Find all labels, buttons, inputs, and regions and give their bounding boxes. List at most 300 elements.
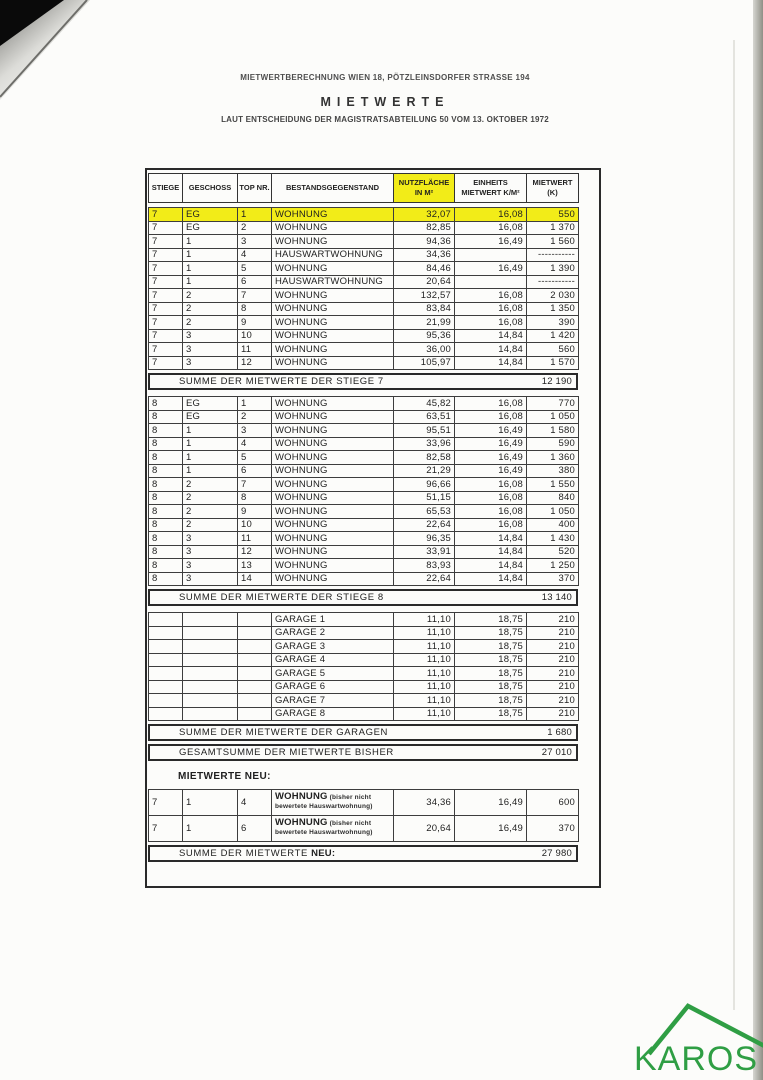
cell-stiege	[149, 653, 183, 667]
table-row	[149, 329, 579, 343]
cell-einheitsmietwert	[455, 248, 527, 262]
table-row	[149, 451, 579, 465]
cell-stiege: 8	[149, 505, 183, 519]
cell-einheitsmietwert: 18,75	[455, 667, 527, 681]
cell-bestand: GARAGE 2	[272, 626, 394, 640]
cell-stiege: 8	[149, 451, 183, 465]
summary-grand-total	[148, 744, 578, 761]
cell-stiege	[149, 707, 183, 721]
cell-stiege: 7	[149, 790, 183, 816]
cell-nutzflaeche: 45,82	[394, 397, 455, 411]
cell-bestand: GARAGE 7	[272, 694, 394, 708]
cell-bestand: WOHNUNG	[272, 289, 394, 303]
cell-top-nr: 3	[238, 424, 272, 438]
cell-einheitsmietwert: 18,75	[455, 626, 527, 640]
cell-geschoss: 2	[183, 518, 238, 532]
cell-geschoss	[183, 626, 238, 640]
cell-geschoss: 3	[183, 329, 238, 343]
cell-geschoss: 1	[183, 451, 238, 465]
cell-bestand: GARAGE 6	[272, 680, 394, 694]
cell-bestand: GARAGE 3	[272, 640, 394, 654]
cell-einheitsmietwert: 14,84	[455, 572, 527, 586]
cell-einheitsmietwert: 16,49	[455, 437, 527, 451]
cell-bestand: WOHNUNG	[272, 451, 394, 465]
cell-top-nr: 9	[238, 316, 272, 330]
cell-nutzflaeche: 34,36	[394, 248, 455, 262]
table-row	[149, 613, 579, 627]
cell-mietwert: 210	[527, 626, 579, 640]
document-subtitle: LAUT ENTSCHEIDUNG DER MAGISTRATSABTEILUNG 50 VOM 13. OKTOBER 1972	[221, 115, 549, 124]
cell-nutzflaeche: 21,99	[394, 316, 455, 330]
cell-bestand: WOHNUNG (bisher nicht bewertete Hauswartwohnung)	[272, 790, 394, 816]
cell-einheitsmietwert: 16,49	[455, 451, 527, 465]
summary-neu	[148, 845, 578, 862]
summary-label: GESAMTSUMME DER MIETWERTE BISHER	[179, 747, 394, 758]
cell-stiege: 8	[149, 437, 183, 451]
cell-stiege	[149, 680, 183, 694]
cell-geschoss	[183, 653, 238, 667]
cell-top-nr: 10	[238, 329, 272, 343]
table-row	[149, 532, 579, 546]
summary-value: 12 190	[541, 376, 572, 387]
cell-einheitsmietwert: 18,75	[455, 694, 527, 708]
cell-geschoss: 2	[183, 491, 238, 505]
table-row	[149, 667, 579, 681]
column-header-einheitsmietwert: EINHEITS MIETWERT K/M²	[455, 174, 527, 203]
cell-geschoss	[183, 640, 238, 654]
table-row	[149, 505, 579, 519]
column-header-stiege: STIEGE	[149, 174, 183, 203]
cell-mietwert: -----------	[527, 275, 579, 289]
cell-geschoss	[183, 613, 238, 627]
cell-mietwert: 590	[527, 437, 579, 451]
cell-einheitsmietwert: 16,08	[455, 410, 527, 424]
cell-mietwert: 560	[527, 343, 579, 357]
cell-nutzflaeche: 33,96	[394, 437, 455, 451]
cell-stiege: 7	[149, 816, 183, 842]
cell-einheitsmietwert	[455, 275, 527, 289]
cell-stiege: 8	[149, 478, 183, 492]
cell-bestand: HAUSWARTWOHNUNG	[272, 248, 394, 262]
table-row	[149, 626, 579, 640]
cell-mietwert: 1 430	[527, 532, 579, 546]
cell-nutzflaeche: 94,36	[394, 235, 455, 249]
summary-label: SUMME DER MIETWERTE NEU:	[179, 848, 336, 859]
cell-mietwert: 770	[527, 397, 579, 411]
rent-table-outer-box	[145, 168, 601, 888]
cell-mietwert: 370	[527, 816, 579, 842]
cell-nutzflaeche: 63,51	[394, 410, 455, 424]
cell-stiege: 7	[149, 221, 183, 235]
table-row	[149, 437, 579, 451]
cell-einheitsmietwert: 14,84	[455, 532, 527, 546]
table-row	[149, 491, 579, 505]
cell-bestand: GARAGE 5	[272, 667, 394, 681]
cell-geschoss	[183, 694, 238, 708]
cell-mietwert: 600	[527, 790, 579, 816]
rent-table-stiege-7	[148, 207, 579, 370]
cell-stiege: 7	[149, 248, 183, 262]
cell-top-nr	[238, 640, 272, 654]
cell-nutzflaeche: 36,00	[394, 343, 455, 357]
table-row	[149, 653, 579, 667]
summary-stiege-8	[148, 589, 578, 606]
cell-stiege: 7	[149, 343, 183, 357]
cell-stiege: 8	[149, 559, 183, 573]
cell-nutzflaeche: 20,64	[394, 275, 455, 289]
table-row	[149, 248, 579, 262]
cell-nutzflaeche: 11,10	[394, 667, 455, 681]
cell-nutzflaeche: 82,58	[394, 451, 455, 465]
cell-geschoss: EG	[183, 221, 238, 235]
cell-bestand: WOHNUNG	[272, 208, 394, 222]
cell-nutzflaeche: 51,15	[394, 491, 455, 505]
cell-stiege: 8	[149, 410, 183, 424]
table-row	[149, 559, 579, 573]
cell-nutzflaeche: 83,93	[394, 559, 455, 573]
cell-bestand: WOHNUNG	[272, 221, 394, 235]
cell-stiege: 8	[149, 397, 183, 411]
summary-label: SUMME DER MIETWERTE DER STIEGE 7	[179, 376, 384, 387]
cell-geschoss: 1	[183, 816, 238, 842]
cell-mietwert: 1 250	[527, 559, 579, 573]
cell-top-nr: 11	[238, 343, 272, 357]
table-row	[149, 694, 579, 708]
cell-top-nr	[238, 626, 272, 640]
cell-mietwert: 2 030	[527, 289, 579, 303]
cell-top-nr	[238, 667, 272, 681]
cell-stiege: 7	[149, 235, 183, 249]
cell-top-nr: 5	[238, 262, 272, 276]
cell-stiege	[149, 694, 183, 708]
karos-logo	[636, 998, 763, 1080]
cell-geschoss: 2	[183, 505, 238, 519]
cell-einheitsmietwert: 16,49	[455, 424, 527, 438]
cell-stiege: 8	[149, 491, 183, 505]
table-row	[149, 221, 579, 235]
cell-einheitsmietwert: 18,75	[455, 640, 527, 654]
cell-top-nr: 4	[238, 790, 272, 816]
cell-geschoss: 2	[183, 478, 238, 492]
scan-fold-line	[733, 40, 735, 1010]
cell-geschoss	[183, 707, 238, 721]
cell-top-nr: 7	[238, 289, 272, 303]
cell-bestand: WOHNUNG	[272, 559, 394, 573]
cell-top-nr: 7	[238, 478, 272, 492]
cell-bestand: WOHNUNG	[272, 343, 394, 357]
cell-nutzflaeche: 95,36	[394, 329, 455, 343]
cell-stiege: 8	[149, 464, 183, 478]
cell-bestand: WOHNUNG	[272, 410, 394, 424]
table-row	[149, 478, 579, 492]
cell-einheitsmietwert: 18,75	[455, 680, 527, 694]
cell-geschoss: 3	[183, 545, 238, 559]
cell-stiege: 8	[149, 532, 183, 546]
cell-nutzflaeche: 65,53	[394, 505, 455, 519]
table-row	[149, 680, 579, 694]
cell-stiege	[149, 640, 183, 654]
cell-mietwert: 1 350	[527, 302, 579, 316]
cell-top-nr: 11	[238, 532, 272, 546]
cell-top-nr: 13	[238, 559, 272, 573]
cell-bestand: WOHNUNG	[272, 505, 394, 519]
cell-einheitsmietwert: 16,08	[455, 208, 527, 222]
neu-section-heading: MIETWERTE NEU:	[178, 771, 271, 782]
cell-mietwert: 1 390	[527, 262, 579, 276]
column-header-nutzflaeche: NUTZFLÄCHE IN M²	[394, 174, 455, 203]
cell-top-nr: 4	[238, 437, 272, 451]
cell-nutzflaeche: 11,10	[394, 707, 455, 721]
cell-einheitsmietwert: 18,75	[455, 613, 527, 627]
summary-stiege-7	[148, 373, 578, 390]
cell-nutzflaeche: 82,85	[394, 221, 455, 235]
summary-value: 27 980	[541, 848, 572, 859]
cell-stiege: 8	[149, 572, 183, 586]
cell-mietwert: 210	[527, 667, 579, 681]
cell-stiege: 7	[149, 208, 183, 222]
cell-stiege: 8	[149, 518, 183, 532]
cell-bestand: WOHNUNG	[272, 329, 394, 343]
cell-top-nr: 12	[238, 356, 272, 370]
table-row	[149, 397, 579, 411]
cell-geschoss: 2	[183, 289, 238, 303]
cell-nutzflaeche: 33,91	[394, 545, 455, 559]
cell-top-nr	[238, 707, 272, 721]
cell-mietwert: 550	[527, 208, 579, 222]
cell-nutzflaeche: 20,64	[394, 816, 455, 842]
cell-einheitsmietwert: 16,08	[455, 505, 527, 519]
cell-mietwert: 1 370	[527, 221, 579, 235]
cell-bestand: WOHNUNG	[272, 518, 394, 532]
table-header-row	[148, 173, 579, 203]
cell-nutzflaeche: 95,51	[394, 424, 455, 438]
cell-geschoss	[183, 680, 238, 694]
cell-geschoss: 3	[183, 532, 238, 546]
table-row	[149, 790, 579, 816]
cell-mietwert: 1 360	[527, 451, 579, 465]
cell-bestand: WOHNUNG	[272, 478, 394, 492]
cell-bestand: WOHNUNG	[272, 356, 394, 370]
logo-wordmark: KAROS	[634, 1040, 759, 1078]
cell-top-nr: 2	[238, 221, 272, 235]
cell-stiege	[149, 626, 183, 640]
cell-einheitsmietwert: 14,84	[455, 545, 527, 559]
cell-top-nr	[238, 613, 272, 627]
cell-mietwert: 400	[527, 518, 579, 532]
cell-top-nr: 10	[238, 518, 272, 532]
cell-bestand: WOHNUNG	[272, 437, 394, 451]
cell-mietwert: 1 580	[527, 424, 579, 438]
cell-nutzflaeche: 11,10	[394, 613, 455, 627]
table-row	[149, 464, 579, 478]
cell-mietwert: 210	[527, 707, 579, 721]
cell-einheitsmietwert: 16,08	[455, 316, 527, 330]
cell-geschoss: 1	[183, 437, 238, 451]
cell-top-nr	[238, 694, 272, 708]
table-row	[149, 356, 579, 370]
column-header-mietwert: MIETWERT (K)	[527, 174, 579, 203]
cell-top-nr: 2	[238, 410, 272, 424]
cell-mietwert: -----------	[527, 248, 579, 262]
cell-einheitsmietwert: 16,08	[455, 518, 527, 532]
table-row	[149, 316, 579, 330]
scan-edge-shadow	[753, 0, 763, 1080]
cell-einheitsmietwert: 16,49	[455, 790, 527, 816]
cell-bestand: HAUSWARTWOHNUNG	[272, 275, 394, 289]
cell-top-nr: 4	[238, 248, 272, 262]
page-title: MIETWERTE	[320, 95, 450, 109]
cell-mietwert: 210	[527, 694, 579, 708]
cell-bestand: WOHNUNG	[272, 545, 394, 559]
table-row	[149, 518, 579, 532]
table-row	[149, 302, 579, 316]
cell-nutzflaeche: 34,36	[394, 790, 455, 816]
cell-bestand: WOHNUNG	[272, 235, 394, 249]
cell-mietwert: 1 550	[527, 478, 579, 492]
table-row	[149, 275, 579, 289]
cell-einheitsmietwert: 16,08	[455, 478, 527, 492]
cell-geschoss: 2	[183, 316, 238, 330]
cell-top-nr: 6	[238, 816, 272, 842]
cell-mietwert: 1 560	[527, 235, 579, 249]
cell-nutzflaeche: 96,35	[394, 532, 455, 546]
cell-stiege: 8	[149, 424, 183, 438]
table-row	[149, 289, 579, 303]
table-row	[149, 235, 579, 249]
cell-top-nr: 6	[238, 275, 272, 289]
cell-bestand: GARAGE 4	[272, 653, 394, 667]
summary-garagen	[148, 724, 578, 741]
cell-stiege	[149, 667, 183, 681]
cell-top-nr: 3	[238, 235, 272, 249]
table-row	[149, 816, 579, 842]
cell-stiege	[149, 613, 183, 627]
cell-einheitsmietwert: 14,84	[455, 559, 527, 573]
cell-top-nr: 12	[238, 545, 272, 559]
cell-mietwert: 210	[527, 640, 579, 654]
cell-geschoss	[183, 667, 238, 681]
cell-bestand: WOHNUNG	[272, 316, 394, 330]
cell-top-nr	[238, 653, 272, 667]
table-row	[149, 343, 579, 357]
cell-bestand: WOHNUNG	[272, 397, 394, 411]
summary-value: 27 010	[541, 747, 572, 758]
cell-einheitsmietwert: 16,49	[455, 235, 527, 249]
cell-einheitsmietwert: 16,49	[455, 262, 527, 276]
cell-nutzflaeche: 84,46	[394, 262, 455, 276]
cell-mietwert: 210	[527, 680, 579, 694]
table-row	[149, 640, 579, 654]
cell-top-nr: 1	[238, 208, 272, 222]
cell-nutzflaeche: 96,66	[394, 478, 455, 492]
cell-einheitsmietwert: 14,84	[455, 356, 527, 370]
cell-geschoss: EG	[183, 410, 238, 424]
cell-einheitsmietwert: 16,08	[455, 289, 527, 303]
cell-stiege: 7	[149, 329, 183, 343]
cell-einheitsmietwert: 16,08	[455, 397, 527, 411]
table-row	[149, 707, 579, 721]
cell-stiege: 8	[149, 545, 183, 559]
cell-geschoss: EG	[183, 208, 238, 222]
cell-einheitsmietwert: 16,08	[455, 221, 527, 235]
cell-stiege: 7	[149, 302, 183, 316]
cell-einheitsmietwert: 14,84	[455, 329, 527, 343]
cell-geschoss: 3	[183, 559, 238, 573]
cell-mietwert: 210	[527, 613, 579, 627]
rent-table-garagen	[148, 612, 579, 721]
cell-einheitsmietwert: 16,49	[455, 464, 527, 478]
cell-top-nr: 8	[238, 302, 272, 316]
cell-einheitsmietwert: 16,08	[455, 302, 527, 316]
cell-top-nr: 8	[238, 491, 272, 505]
cell-geschoss: 1	[183, 424, 238, 438]
cell-geschoss: 1	[183, 275, 238, 289]
cell-bestand: WOHNUNG	[272, 262, 394, 276]
cell-nutzflaeche: 105,97	[394, 356, 455, 370]
scan-corner-fold	[0, 0, 130, 110]
cell-geschoss: 2	[183, 302, 238, 316]
cell-nutzflaeche: 21,29	[394, 464, 455, 478]
rent-table-stiege-8	[148, 396, 579, 586]
cell-nutzflaeche: 11,10	[394, 653, 455, 667]
cell-bestand: WOHNUNG	[272, 532, 394, 546]
table-row	[149, 208, 579, 222]
cell-nutzflaeche: 32,07	[394, 208, 455, 222]
cell-geschoss: 3	[183, 572, 238, 586]
cell-geschoss: 1	[183, 235, 238, 249]
summary-value: 13 140	[541, 592, 572, 603]
cell-mietwert: 1 050	[527, 505, 579, 519]
cell-bestand: WOHNUNG	[272, 491, 394, 505]
cell-geschoss: 1	[183, 464, 238, 478]
table-row	[149, 410, 579, 424]
cell-nutzflaeche: 83,84	[394, 302, 455, 316]
rent-table-neu	[148, 789, 579, 842]
cell-geschoss: 1	[183, 262, 238, 276]
cell-top-nr: 1	[238, 397, 272, 411]
column-header-top-nr: TOP NR.	[238, 174, 272, 203]
cell-bestand: WOHNUNG (bisher nicht bewertete Hauswartwohnung)	[272, 816, 394, 842]
cell-einheitsmietwert: 18,75	[455, 707, 527, 721]
cell-nutzflaeche: 11,10	[394, 694, 455, 708]
cell-geschoss: 3	[183, 356, 238, 370]
cell-nutzflaeche: 11,10	[394, 626, 455, 640]
cell-bestand: WOHNUNG	[272, 424, 394, 438]
cell-bestand: GARAGE 1	[272, 613, 394, 627]
cell-bestand: WOHNUNG	[272, 464, 394, 478]
cell-einheitsmietwert: 16,08	[455, 491, 527, 505]
cell-nutzflaeche: 22,64	[394, 518, 455, 532]
column-header-bestand: BESTANDSGEGENSTAND	[272, 174, 394, 203]
cell-bestand: GARAGE 8	[272, 707, 394, 721]
summary-label: SUMME DER MIETWERTE DER STIEGE 8	[179, 592, 384, 603]
cell-mietwert: 1 420	[527, 329, 579, 343]
cell-stiege: 7	[149, 356, 183, 370]
cell-einheitsmietwert: 18,75	[455, 653, 527, 667]
cell-mietwert: 390	[527, 316, 579, 330]
cell-bestand: WOHNUNG	[272, 572, 394, 586]
cell-mietwert: 210	[527, 653, 579, 667]
cell-nutzflaeche: 11,10	[394, 640, 455, 654]
cell-top-nr	[238, 680, 272, 694]
cell-top-nr: 6	[238, 464, 272, 478]
table-row	[149, 424, 579, 438]
cell-stiege: 7	[149, 289, 183, 303]
cell-geschoss: 3	[183, 343, 238, 357]
cell-top-nr: 14	[238, 572, 272, 586]
cell-nutzflaeche: 22,64	[394, 572, 455, 586]
table-row	[149, 572, 579, 586]
